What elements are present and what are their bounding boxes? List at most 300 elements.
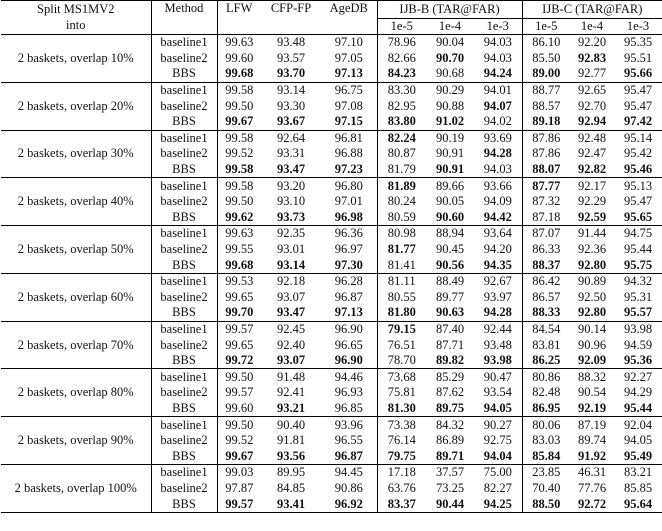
value-cell: 82.66 xyxy=(387,50,416,65)
value-cell: 99.57 xyxy=(225,385,254,400)
value-cell: 90.88 xyxy=(435,98,465,113)
value-cell: 94.02 xyxy=(474,114,522,130)
method-cell: baseline2 xyxy=(151,337,217,353)
value-cell: 96.87 xyxy=(321,290,377,306)
value-cell: 86.89 xyxy=(435,433,465,448)
value-cell: 90.27 xyxy=(474,417,522,433)
value-cell: 37.57 xyxy=(426,465,474,481)
value-cell: 96.87 xyxy=(321,448,377,464)
value-cell: 94.01 xyxy=(474,82,522,98)
value-cell: 81.11 xyxy=(377,273,426,289)
value-cell: 95.75 xyxy=(623,257,653,272)
table-row xyxy=(1,35,662,51)
method-cell: baseline2 xyxy=(151,242,217,258)
value-cell: 96.92 xyxy=(321,496,377,512)
value-cell: 87.77 xyxy=(522,178,570,194)
value-cell: 81.80 xyxy=(387,305,416,320)
value-cell: 87.18 xyxy=(532,209,561,224)
value-cell: 99.50 xyxy=(225,98,254,113)
value-cell: 95.36 xyxy=(623,353,653,368)
value-cell: 94.24 xyxy=(474,66,522,82)
group-label: 2 baskets, overlap 90% xyxy=(1,417,151,465)
value-cell: 92.09 xyxy=(577,353,607,368)
value-cell: 95.65 xyxy=(623,209,653,224)
value-cell: 88.77 xyxy=(522,82,570,98)
value-cell: 96.36 xyxy=(321,226,377,242)
value-cell: 91.02 xyxy=(435,114,465,129)
value-cell: 92.17 xyxy=(570,178,614,194)
value-cell: 88.49 xyxy=(426,273,474,289)
value-cell: 99.58 xyxy=(217,82,261,98)
value-cell: 93.97 xyxy=(474,290,522,306)
value-cell: 76.14 xyxy=(387,433,416,448)
value-cell: 92.65 xyxy=(570,82,614,98)
table-row xyxy=(1,226,662,242)
method-cell: baseline1 xyxy=(151,226,217,242)
value-cell: 90.29 xyxy=(426,82,474,98)
group-label: 2 baskets, overlap 10% xyxy=(1,35,151,83)
table-body xyxy=(1,35,662,513)
value-cell: 90.47 xyxy=(474,369,522,385)
value-cell: 95.64 xyxy=(614,496,662,512)
group-label: 2 baskets, overlap 100% xyxy=(1,465,151,513)
method-cell: BBS xyxy=(151,162,217,178)
value-cell: 81.79 xyxy=(387,162,416,177)
value-cell: 97.13 xyxy=(321,305,377,321)
value-cell: 84.32 xyxy=(426,417,474,433)
value-cell: 93.66 xyxy=(474,178,522,194)
value-cell: 93.73 xyxy=(276,209,306,224)
value-cell: 80.06 xyxy=(522,417,570,433)
value-cell: 90.60 xyxy=(435,209,465,224)
header-method: Method xyxy=(151,1,217,35)
header-ijb-b: IJB-B (TAR@FAR) xyxy=(377,1,522,19)
value-cell: 73.68 xyxy=(377,369,426,385)
value-cell: 92.82 xyxy=(577,162,607,177)
value-cell: 92.36 xyxy=(577,242,607,257)
value-cell: 90.40 xyxy=(261,417,321,433)
value-cell: 91.92 xyxy=(577,448,607,463)
value-cell: 92.59 xyxy=(577,209,607,224)
value-cell: 99.50 xyxy=(217,417,261,433)
method-cell: baseline1 xyxy=(151,369,217,385)
value-cell: 94.07 xyxy=(474,98,522,114)
header-split-line1: Split MS1MV2 xyxy=(37,2,115,16)
value-cell: 99.03 xyxy=(217,465,261,481)
value-cell: 83.80 xyxy=(387,114,416,129)
value-cell: 86.33 xyxy=(532,242,561,257)
value-cell: 73.38 xyxy=(377,417,426,433)
value-cell: 70.40 xyxy=(532,480,561,495)
method-cell: BBS xyxy=(151,257,217,273)
value-cell: 87.07 xyxy=(522,226,570,242)
method-cell: baseline2 xyxy=(151,194,217,210)
value-cell: 82.24 xyxy=(377,130,426,146)
value-cell: 93.30 xyxy=(276,98,306,113)
value-cell: 99.67 xyxy=(225,448,254,463)
value-cell: 95.51 xyxy=(623,50,653,65)
value-cell: 95.46 xyxy=(623,162,653,177)
value-cell: 99.53 xyxy=(217,273,261,289)
value-cell: 94.32 xyxy=(614,273,662,289)
results-table xyxy=(1,0,662,513)
method-cell: baseline1 xyxy=(151,273,217,289)
value-cell: 76.51 xyxy=(387,337,416,352)
value-cell: 99.65 xyxy=(225,337,254,352)
header-far: 1e-3 xyxy=(614,19,662,35)
method-cell: baseline2 xyxy=(151,51,217,67)
value-cell: 94.03 xyxy=(474,35,522,51)
header-far: 1e-3 xyxy=(474,19,522,35)
value-cell: 99.68 xyxy=(225,66,254,81)
header-split-line2: into xyxy=(66,18,86,32)
value-cell: 89.74 xyxy=(577,433,607,448)
value-cell: 93.07 xyxy=(276,289,306,304)
method-cell: baseline1 xyxy=(151,130,217,146)
value-cell: 94.28 xyxy=(474,146,522,162)
value-cell: 80.59 xyxy=(387,209,416,224)
value-cell: 94.20 xyxy=(474,242,522,258)
value-cell: 90.70 xyxy=(435,50,465,65)
value-cell: 92.41 xyxy=(276,385,306,400)
table-row xyxy=(1,321,662,337)
method-cell: baseline1 xyxy=(151,321,217,337)
value-cell: 78.96 xyxy=(377,35,426,51)
value-cell: 93.47 xyxy=(276,305,306,320)
value-cell: 92.27 xyxy=(614,369,662,385)
value-cell: 96.93 xyxy=(321,385,377,401)
method-cell: BBS xyxy=(151,210,217,226)
header-far: 1e-4 xyxy=(426,19,474,35)
value-cell: 95.57 xyxy=(623,305,653,320)
value-cell: 99.60 xyxy=(225,50,254,65)
value-cell: 99.52 xyxy=(225,433,254,448)
value-cell: 79.75 xyxy=(387,448,416,463)
method-cell: baseline1 xyxy=(151,82,217,98)
table-row xyxy=(1,82,662,98)
value-cell: 91.44 xyxy=(570,226,614,242)
value-cell: 88.94 xyxy=(426,226,474,242)
value-cell: 90.96 xyxy=(577,337,607,352)
method-cell: BBS xyxy=(151,496,217,512)
value-cell: 92.67 xyxy=(474,273,522,289)
value-cell: 17.18 xyxy=(377,465,426,481)
value-cell: 80.24 xyxy=(387,194,416,209)
value-cell: 94.05 xyxy=(474,401,522,417)
value-cell: 93.56 xyxy=(276,448,306,463)
value-cell: 90.56 xyxy=(435,257,465,272)
group-label: 2 baskets, overlap 70% xyxy=(1,321,151,369)
value-cell: 83.37 xyxy=(377,496,426,512)
value-cell: 91.48 xyxy=(261,369,321,385)
value-cell: 95.47 xyxy=(623,98,653,113)
value-cell: 90.63 xyxy=(435,305,465,320)
table-row xyxy=(1,465,662,481)
value-cell: 93.21 xyxy=(276,400,306,415)
value-cell: 94.75 xyxy=(614,226,662,242)
value-cell: 87.86 xyxy=(522,130,570,146)
value-cell: 85.84 xyxy=(532,448,561,463)
value-cell: 93.47 xyxy=(276,162,306,177)
value-cell: 83.03 xyxy=(532,433,561,448)
value-cell: 80.55 xyxy=(387,289,416,304)
value-cell: 92.48 xyxy=(570,130,614,146)
value-cell: 23.85 xyxy=(522,465,570,481)
header-split xyxy=(1,1,151,35)
value-cell: 77.76 xyxy=(577,480,607,495)
value-cell: 99.50 xyxy=(217,369,261,385)
table-row xyxy=(1,273,662,289)
value-cell: 92.45 xyxy=(261,321,321,337)
header-ijb-c: IJB-C (TAR@FAR) xyxy=(522,1,662,19)
value-cell: 89.75 xyxy=(435,400,465,415)
method-cell: BBS xyxy=(151,401,217,417)
value-cell: 89.71 xyxy=(435,448,465,463)
value-cell: 93.31 xyxy=(276,146,306,161)
method-cell: baseline1 xyxy=(151,465,217,481)
value-cell: 93.48 xyxy=(261,35,321,51)
value-cell: 97.15 xyxy=(321,114,377,130)
value-cell: 92.64 xyxy=(261,130,321,146)
value-cell: 94.03 xyxy=(474,162,522,178)
value-cell: 87.71 xyxy=(435,337,465,352)
value-cell: 93.57 xyxy=(276,50,306,65)
value-cell: 97.42 xyxy=(623,114,653,129)
header-lfw: LFW xyxy=(217,1,261,35)
value-cell: 97.05 xyxy=(321,51,377,67)
value-cell: 94.42 xyxy=(474,210,522,226)
value-cell: 91.81 xyxy=(276,433,306,448)
value-cell: 99.57 xyxy=(217,321,261,337)
method-cell: BBS xyxy=(151,114,217,130)
value-cell: 90.14 xyxy=(570,321,614,337)
value-cell: 90.44 xyxy=(426,496,474,512)
value-cell: 92.83 xyxy=(577,50,607,65)
value-cell: 83.81 xyxy=(532,337,561,352)
table-header xyxy=(1,1,662,35)
method-cell: baseline2 xyxy=(151,146,217,162)
value-cell: 95.44 xyxy=(623,400,653,415)
value-cell: 93.10 xyxy=(276,194,306,209)
value-cell: 90.89 xyxy=(570,273,614,289)
value-cell: 96.81 xyxy=(321,130,377,146)
value-cell: 99.50 xyxy=(225,194,254,209)
value-cell: 94.05 xyxy=(623,433,653,448)
value-cell: 96.85 xyxy=(321,401,377,417)
method-cell: BBS xyxy=(151,305,217,321)
value-cell: 89.95 xyxy=(261,465,321,481)
value-cell: 90.45 xyxy=(435,242,465,257)
value-cell: 90.19 xyxy=(426,130,474,146)
value-cell: 99.67 xyxy=(225,114,254,129)
value-cell: 92.40 xyxy=(276,337,306,352)
value-cell: 97.23 xyxy=(321,162,377,178)
value-cell: 93.20 xyxy=(261,178,321,194)
value-cell: 96.90 xyxy=(321,321,377,337)
group-label: 2 baskets, overlap 20% xyxy=(1,82,151,130)
value-cell: 96.28 xyxy=(321,273,377,289)
value-cell: 99.63 xyxy=(217,226,261,242)
header-cfp-fp: CFP-FP xyxy=(261,1,321,35)
value-cell: 96.97 xyxy=(321,242,377,258)
value-cell: 93.96 xyxy=(321,417,377,433)
header-far: 1e-5 xyxy=(377,19,426,35)
value-cell: 93.14 xyxy=(261,82,321,98)
value-cell: 94.09 xyxy=(474,194,522,210)
value-cell: 83.30 xyxy=(377,82,426,98)
value-cell: 90.04 xyxy=(426,35,474,51)
value-cell: 96.65 xyxy=(321,337,377,353)
value-cell: 80.87 xyxy=(387,146,416,161)
table-row xyxy=(1,178,662,194)
group-label: 2 baskets, overlap 80% xyxy=(1,369,151,417)
value-cell: 99.57 xyxy=(217,496,261,512)
value-cell: 80.86 xyxy=(522,369,570,385)
value-cell: 88.07 xyxy=(532,162,561,177)
value-cell: 95.31 xyxy=(623,289,653,304)
value-cell: 84.85 xyxy=(276,480,306,495)
value-cell: 86.57 xyxy=(532,289,561,304)
value-cell: 92.72 xyxy=(570,496,614,512)
value-cell: 95.49 xyxy=(623,448,653,463)
value-cell: 86.25 xyxy=(532,353,561,368)
value-cell: 93.98 xyxy=(614,321,662,337)
value-cell: 92.44 xyxy=(474,321,522,337)
value-cell: 89.00 xyxy=(532,66,561,81)
value-cell: 92.80 xyxy=(577,305,607,320)
value-cell: 96.98 xyxy=(321,210,377,226)
method-cell: baseline2 xyxy=(151,481,217,497)
header-far: 1e-5 xyxy=(522,19,570,35)
value-cell: 94.46 xyxy=(321,369,377,385)
value-cell: 87.19 xyxy=(570,417,614,433)
value-cell: 94.29 xyxy=(623,385,653,400)
value-cell: 93.69 xyxy=(474,130,522,146)
value-cell: 99.58 xyxy=(225,162,254,177)
value-cell: 97.01 xyxy=(321,194,377,210)
table-row xyxy=(1,417,662,433)
value-cell: 94.35 xyxy=(474,257,522,273)
value-cell: 99.62 xyxy=(225,209,254,224)
value-cell: 89.77 xyxy=(435,289,465,304)
header-agedb: AgeDB xyxy=(321,1,377,35)
value-cell: 92.29 xyxy=(577,194,607,209)
value-cell: 93.67 xyxy=(276,114,306,129)
value-cell: 96.88 xyxy=(321,146,377,162)
value-cell: 88.32 xyxy=(570,369,614,385)
value-cell: 99.68 xyxy=(225,257,254,272)
value-cell: 94.25 xyxy=(474,496,522,512)
method-cell: baseline2 xyxy=(151,98,217,114)
value-cell: 92.50 xyxy=(577,289,607,304)
value-cell: 94.28 xyxy=(474,305,522,321)
value-cell: 80.98 xyxy=(377,226,426,242)
method-cell: BBS xyxy=(151,448,217,464)
value-cell: 93.07 xyxy=(276,353,306,368)
value-cell: 94.03 xyxy=(474,51,522,67)
value-cell: 79.15 xyxy=(377,321,426,337)
value-cell: 90.05 xyxy=(435,194,465,209)
table-row xyxy=(1,369,662,385)
value-cell: 97.08 xyxy=(321,98,377,114)
value-cell: 75.00 xyxy=(474,465,522,481)
value-cell: 87.86 xyxy=(532,146,561,161)
value-cell: 75.81 xyxy=(387,385,416,400)
value-cell: 99.72 xyxy=(225,353,254,368)
method-cell: baseline2 xyxy=(151,385,217,401)
value-cell: 94.59 xyxy=(623,337,653,352)
value-cell: 93.54 xyxy=(474,385,522,401)
value-cell: 87.40 xyxy=(426,321,474,337)
value-cell: 90.91 xyxy=(435,162,465,177)
value-cell: 99.60 xyxy=(225,400,254,415)
method-cell: baseline1 xyxy=(151,35,217,51)
header-far: 1e-4 xyxy=(570,19,614,35)
value-cell: 92.77 xyxy=(577,66,607,81)
value-cell: 86.95 xyxy=(532,400,561,415)
value-cell: 81.77 xyxy=(387,242,416,257)
value-cell: 86.10 xyxy=(522,35,570,51)
value-cell: 92.04 xyxy=(614,417,662,433)
value-cell: 95.13 xyxy=(614,178,662,194)
value-cell: 96.80 xyxy=(321,178,377,194)
value-cell: 92.94 xyxy=(577,114,607,129)
value-cell: 99.55 xyxy=(225,242,254,257)
table-row xyxy=(1,130,662,146)
value-cell: 89.18 xyxy=(532,114,561,129)
group-label: 2 baskets, overlap 60% xyxy=(1,273,151,321)
value-cell: 99.63 xyxy=(217,35,261,51)
value-cell: 92.35 xyxy=(261,226,321,242)
method-cell: baseline2 xyxy=(151,290,217,306)
value-cell: 99.58 xyxy=(217,130,261,146)
value-cell: 95.47 xyxy=(614,82,662,98)
value-cell: 94.04 xyxy=(474,448,522,464)
value-cell: 96.75 xyxy=(321,82,377,98)
value-cell: 95.44 xyxy=(623,242,653,257)
value-cell: 97.87 xyxy=(225,480,254,495)
group-label: 2 baskets, overlap 40% xyxy=(1,178,151,226)
value-cell: 90.68 xyxy=(435,66,465,81)
value-cell: 93.14 xyxy=(276,257,306,272)
value-cell: 88.37 xyxy=(532,257,561,272)
value-cell: 97.30 xyxy=(321,257,377,273)
value-cell: 85.85 xyxy=(623,480,653,495)
value-cell: 99.52 xyxy=(225,146,254,161)
value-cell: 94.45 xyxy=(321,465,377,481)
value-cell: 83.21 xyxy=(614,465,662,481)
method-cell: BBS xyxy=(151,66,217,82)
method-cell: BBS xyxy=(151,353,217,369)
value-cell: 93.41 xyxy=(261,496,321,512)
value-cell: 90.54 xyxy=(577,385,607,400)
group-label: 2 baskets, overlap 50% xyxy=(1,226,151,274)
value-cell: 96.90 xyxy=(321,353,377,369)
value-cell: 73.25 xyxy=(435,480,465,495)
method-cell: baseline1 xyxy=(151,417,217,433)
value-cell: 95.66 xyxy=(623,66,653,81)
value-cell: 95.42 xyxy=(623,146,653,161)
value-cell: 81.30 xyxy=(387,400,416,415)
value-cell: 90.86 xyxy=(321,481,377,497)
value-cell: 87.62 xyxy=(435,385,465,400)
value-cell: 82.27 xyxy=(474,481,522,497)
value-cell: 97.10 xyxy=(321,35,377,51)
value-cell: 92.75 xyxy=(474,433,522,449)
value-cell: 90.91 xyxy=(435,146,465,161)
value-cell: 92.18 xyxy=(261,273,321,289)
value-cell: 93.64 xyxy=(474,226,522,242)
